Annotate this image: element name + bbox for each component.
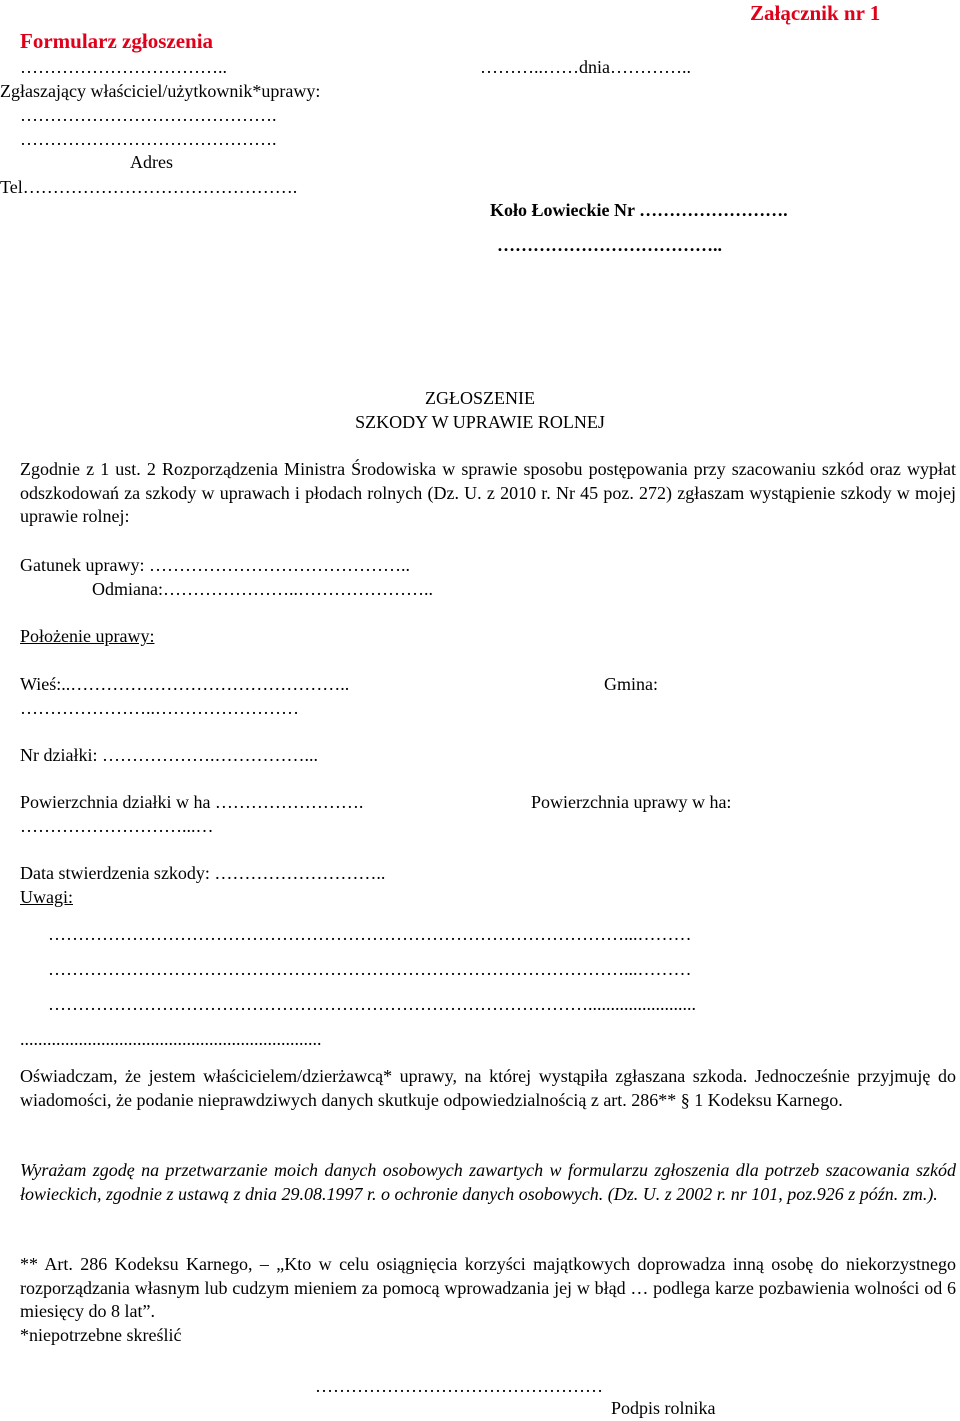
declaration-paragraph: Oświadczam, że jestem właścicielem/dzierżawcą* uprawy, na której wystąpiła zgłaszana szkoda. Jednocześnie przyjmuję do wiadomości, że podanie nieprawdziwych danych skutkuje odpowiedzialnością z art. 286** § 1 Kodeksu Karnego.: [20, 1066, 956, 1110]
remarks-label: Uwagi:: [20, 887, 73, 907]
remarks-line-1: ……………………………………………………………………………………...………: [48, 924, 692, 944]
signature-dots: …………………………………………: [315, 1376, 603, 1396]
strike-note: *niepotrzebne skreślić: [20, 1325, 182, 1345]
crop-area-label: Powierzchnia uprawy w ha:: [531, 792, 732, 812]
signature-label: Podpis rolnika: [611, 1398, 716, 1418]
plot-number-field: Nr działki: ……………….……………...: [20, 745, 318, 765]
commune-dots: …………………..……………………: [20, 698, 299, 718]
crop-area-dots: ………………………...…: [20, 816, 214, 836]
remarks-line-3: ………………………………………………………………………………........................: [48, 994, 696, 1014]
village-field: Wieś:..………………………………………..: [20, 674, 350, 694]
hunting-club-label: Koło Łowieckie Nr …………………….: [490, 200, 788, 220]
applicant-label: Zgłaszający właściciel/użytkownik*uprawy:: [0, 81, 321, 101]
damage-date-field: Data stwierdzenia szkody: ………………………..: [20, 863, 386, 883]
commune-label: Gmina:: [604, 674, 658, 694]
document-subtitle: SZKODY W UPRAWIE ROLNEJ: [355, 412, 605, 432]
plot-area-field: Powierzchnia działki w ha …………………….: [20, 792, 364, 812]
date-line: ………..……dnia…………..: [480, 57, 691, 77]
form-title: Formularz zgłoszenia: [20, 29, 214, 53]
remarks-line-2: ……………………………………………………………………………………...………: [48, 959, 692, 979]
consent-paragraph: Wyrażam zgodę na przetwarzanie moich danych osobowych zawartych w formularzu zgłoszenia dla potrzeb szacowania szkód łowieckich, zgodnie z ustawą z dnia 29.08.1997 r. o ochronie danych osobowych. (Dz. U. z 2002 r. nr 101, poz.926 z późn. zm.).: [20, 1160, 956, 1204]
document-title: ZGŁOSZENIE: [425, 388, 535, 408]
applicant-dots-1: …………………………………….: [20, 105, 277, 125]
hunting-club-dots: ………………………………..: [497, 235, 722, 255]
remarks-line-4: ...................................................................: [20, 1029, 322, 1049]
crop-location-heading: Położenie uprawy:: [20, 626, 155, 646]
crop-species-field: Gatunek uprawy: ……………………………………..: [20, 555, 410, 575]
address-label: Adres: [130, 152, 173, 172]
applicant-dots-2: …………………………………….: [20, 129, 277, 149]
variety-field: Odmiana:…………………..…………………..: [92, 579, 433, 599]
penal-code-footnote: ** Art. 286 Kodeksu Karnego, – „Kto w celu osiągnięcia korzyści majątkowych doprowadza inną osobę do niekorzystnego rozporządzania własnym lub cudzym mieniem za pomocą wprowadzania jej w błąd … podlega karze pozbawienia wolności od 6 miesięcy do 8 lat”.: [20, 1254, 956, 1321]
place-dots: ……………………………..: [20, 57, 227, 77]
tel-line: Tel……………………………………….: [0, 177, 298, 197]
intro-paragraph: Zgodnie z 1 ust. 2 Rozporządzenia Ministra Środowiska w sprawie sposobu postępowania przy szacowaniu szkód oraz wypłat odszkodowań za szkody w uprawach i płodach rolnych (Dz. U. z 2010 r. Nr 45 poz. 272) zgłaszam wystąpienie szkody w mojej uprawie rolnej:: [20, 459, 956, 526]
attachment-title: Załącznik nr 1: [750, 1, 881, 25]
